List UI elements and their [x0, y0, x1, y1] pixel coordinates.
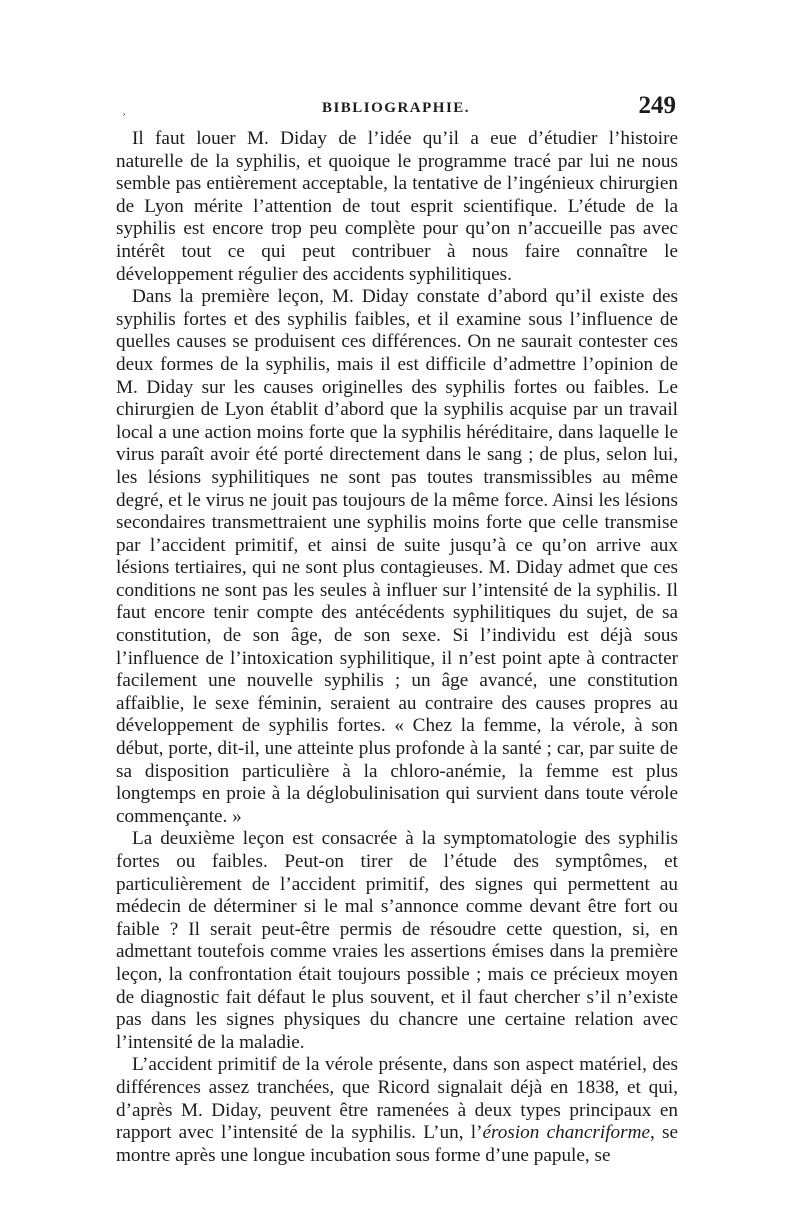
paragraph-4-text-before: L’accident primitif de la vérole présente, dans son aspect matériel, des différences assez tranchées, que Ricord signalait déjà en 1838, et qui, d’après M. Diday, peuvent être ramenées à deux types principaux en rapport avec l’intensité de la syphilis. L’un, l’	[116, 1054, 678, 1144]
printer-mark: ¸	[122, 102, 126, 116]
paragraph-4	[116, 1054, 678, 1167]
paragraph-2: Dans la première leçon, M. Diday constate d’abord qu’il existe des syphilis fortes et des syphilis faibles, et il examine sous l’influence de quelles causes se produisent ces différences. On ne saurait contester ces deux formes de la syphilis, mais il est difficile d’admettre l’opinion de M. Diday sur les causes originelles des syphilis fortes ou faibles. Le chirurgien de Lyon établit d’abord que la syphilis acquise par un travail local a une action moins forte que la syphilis héréditaire, dans laquelle le virus paraît avoir été porté directement dans le sang ; de plus, selon lui, les lésions syphilitiques ne sont pas toutes transmissibles au même degré, et le virus ne jouit pas toujours de la même force. Ainsi les lésions secondaires transmettraient une syphilis moins forte que celle transmise par l’accident primitif, et ainsi de suite jusqu’à ce qu’on arrive aux lésions tertiaires, qui ne sont plus contagieuses. M. Diday admet que ces conditions ne sont pas les seules à influer sur l’intensité de la syphilis. Il faut encore tenir compte des antécédents syphilitiques du sujet, de sa constitution, de son âge, de son sexe. Si l’individu est déjà sous l’influence de l’intoxication syphilitique, il n’est point apte à contracter facilement une nouvelle syphilis ; un âge avancé, une constitution affaiblie, le sexe féminin, seraient au contraire des causes propres au développement de syphilis fortes. « Chez la femme, la vérole, à son début, porte, dit-il, une atteinte plus profonde à la santé ; car, par suite de sa disposition particulière à la chloro-anémie, la femme est plus longtemps en proie à la déglobulinisation qui survient dans toute vérole commençante. »	[116, 286, 678, 827]
paragraph-3: La deuxième leçon est consacrée à la symptomatologie des syphilis fortes ou faibles. Peut-on tirer de l’étude des symptômes, et particulièrement de l’accident primitif, des signes qui permettent au médecin de déterminer si le mal s’annonce comme devant être fort ou faible ? Il serait peut-être permis de résoudre cette question, si, en admettant toutefois comme vraies les assertions émises dans la première leçon, la confrontation était toujours possible ; mais ce précieux moyen de diagnostic fait défaut le plus souvent, et il faut chercher s’il n’existe pas dans les signes physiques du chancre une certaine relation avec l’intensité de la maladie.	[116, 828, 678, 1053]
paragraph-4-text-after: , se montre après une longue incubation sous forme d’une papule, se	[116, 1122, 679, 1166]
paragraph-1: Il faut louer M. Diday de l’idée qu’il a eue d’étudier l’histoire naturelle de la syphilis, et quoique le programme tracé par lui ne nous semble pas entièrement acceptable, la tentative de l’ingénieux chirurgien de Lyon mérite l’attention de tout esprit scientifique. L’étude de la syphilis est encore trop peu complète pour qu’on n’accueille pas avec intérêt tout ce qui peut contribuer à nous faire connaître le développement régulier des accidents syphilitiques.	[116, 128, 678, 285]
running-head	[116, 92, 676, 126]
running-title: BIBLIOGRAPHIE.	[321, 100, 471, 116]
italic-term: érosion chancriforme	[482, 1122, 650, 1144]
page-number: 249	[638, 92, 676, 119]
body-text	[116, 128, 678, 1167]
